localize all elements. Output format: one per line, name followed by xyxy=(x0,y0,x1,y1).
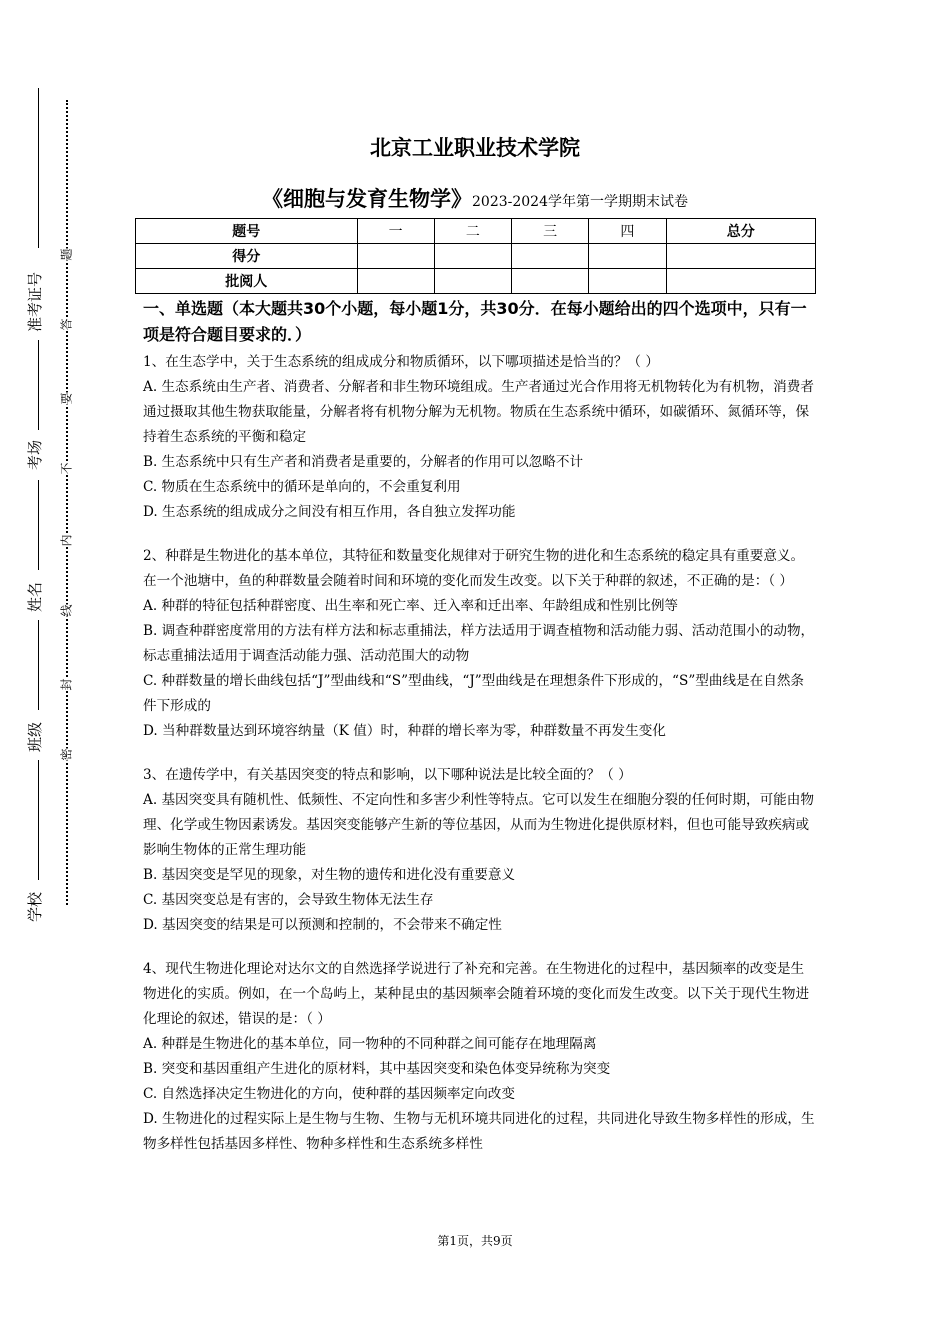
line-school xyxy=(38,760,39,880)
option-d: D. 当种群数量达到环境容纳量（K 值）时，种群的增长率为零，种群数量不再发生变化 xyxy=(143,723,666,739)
option-a: A. 生态系统由生产者、消费者、分解者和非生物环境组成。生产者通过光合作用将无机物转化为有机物，消费者通过摄取其他生物获取能量，分解者将有机物分解为无机物。物质在生态系统中循环，如碳循环、氮循环等，保持着生态系统的平衡和稳定 xyxy=(143,379,814,445)
score-table xyxy=(135,218,816,294)
score-header-cell: 总分 xyxy=(666,219,815,244)
option-d: D. 生物进化的过程实际上是生物与生物、生物与无机环境共同进化的过程，共同进化导致生物多样性的形成，生物多样性包括基因多样性、物种多样性和生态系统多样性 xyxy=(143,1111,815,1152)
label-class: 班级 xyxy=(26,721,44,752)
score-header-cell: 四 xyxy=(589,219,666,244)
option-b: B. 基因突变是罕见的现象，对生物的遗传和进化没有重要意义 xyxy=(143,867,516,883)
question-content xyxy=(143,296,815,1176)
seal-word: 密 xyxy=(56,748,77,760)
score-cell xyxy=(512,269,589,294)
score-cell xyxy=(512,244,589,269)
seal-word: 封 xyxy=(56,678,77,690)
exam-title xyxy=(0,183,950,213)
score-cell xyxy=(666,244,815,269)
institution-title: 北京工业职业技术学院 xyxy=(370,136,580,160)
question xyxy=(143,544,815,744)
option-b: B. 突变和基因重组产生进化的原材料，其中基因突变和染色体变异统称为突变 xyxy=(143,1061,611,1077)
question xyxy=(143,763,815,938)
score-header-cell: 三 xyxy=(512,219,589,244)
score-row-label: 得分 xyxy=(136,244,358,269)
line-exam-id xyxy=(38,88,39,248)
option-c: C. 基因突变总是有害的，会导致生物体无法生存 xyxy=(143,892,434,908)
score-cell xyxy=(434,244,511,269)
score-cell xyxy=(589,269,666,294)
score-cell xyxy=(357,269,434,294)
seal-word: 要 xyxy=(56,392,77,404)
page-footer: 第1页，共9页 xyxy=(437,1234,513,1248)
question-stem: 1、在生态学中，关于生态系统的组成成分和物质循环，以下哪项描述是恰当的？（ ） xyxy=(143,354,659,370)
score-header-cell: 一 xyxy=(357,219,434,244)
score-cell xyxy=(589,244,666,269)
score-row-label: 批阅人 xyxy=(136,269,358,294)
question xyxy=(143,350,815,525)
question xyxy=(143,957,815,1157)
course-name: 《细胞与发育生物学》 xyxy=(262,187,472,211)
score-header-cell: 题号 xyxy=(136,219,358,244)
option-c: C. 种群数量的增长曲线包括“J”型曲线和“S”型曲线，“J”型曲线是在理想条件下形成的，“S”型曲线是在自然条件下形成的 xyxy=(143,673,805,714)
option-b: B. 调查种群密度常用的方法有样方法和标志重捕法，样方法适用于调查植物和活动能力弱、活动范围小的动物，标志重捕法适用于调查活动能力强、活动范围大的动物 xyxy=(143,623,815,664)
seal-dotted-line xyxy=(66,100,68,905)
term-info: 2023-2024学年第一学期期末试卷 xyxy=(472,194,688,210)
option-d: D. 生态系统的组成成分之间没有相互作用，各自独立发挥功能 xyxy=(143,504,516,520)
score-cell xyxy=(666,269,815,294)
seal-word: 线 xyxy=(56,604,77,616)
seal-word: 内 xyxy=(56,534,77,546)
line-room xyxy=(38,340,39,430)
score-cell xyxy=(357,244,434,269)
score-cell xyxy=(434,269,511,294)
line-name xyxy=(38,480,39,570)
reviewer-row xyxy=(136,269,816,294)
option-c: C. 物质在生态系统中的循环是单向的，不会重复利用 xyxy=(143,479,461,495)
question-stem: 4、现代生物进化理论对达尔文的自然选择学说进行了补充和完善。在生物进化的过程中，基因频率的改变是生物进化的实质。例如，在一个岛屿上，某种昆虫的基因频率会随着环境的变化而发生改变。以下关于现代生物进化理论的叙述，错误的是：（ ） xyxy=(143,961,810,1027)
score-header-row xyxy=(136,219,816,244)
score-header-cell: 二 xyxy=(434,219,511,244)
option-a: A. 种群是生物进化的基本单位，同一物种的不同种群之间可能存在地理隔离 xyxy=(143,1036,597,1052)
label-name: 姓名 xyxy=(26,581,44,612)
section-heading: 一、单选题（本大题共30个小题，每小题1分，共30分．在每小题给出的四个选项中，只有一项是符合题目要求的．） xyxy=(143,299,807,344)
label-room: 考场 xyxy=(26,439,44,470)
option-d: D. 基因突变的结果是可以预测和控制的，不会带来不确定性 xyxy=(143,917,502,933)
question-stem: 3、在遗传学中，有关基因突变的特点和影响，以下哪种说法是比较全面的？（ ） xyxy=(143,767,632,783)
line-class xyxy=(38,620,39,710)
label-exam-id: 准考证号 xyxy=(26,271,44,332)
option-a: A. 种群的特征包括种群密度、出生率和死亡率、迁入率和迁出率、年龄组成和性别比例等 xyxy=(143,598,679,614)
seal-word: 答 xyxy=(56,318,77,330)
score-row xyxy=(136,244,816,269)
question-stem: 2、种群是生物进化的基本单位，其特征和数量变化规律对于研究生物的进化和生态系统的稳定具有重要意义。在一个池塘中，鱼的种群数量会随着时间和环境的变化而发生改变。以下关于种群的叙述，不正确的是：（ ） xyxy=(143,548,805,589)
seal-word: 不 xyxy=(56,462,77,474)
option-a: A. 基因突变具有随机性、低频性、不定向性和多害少利性等特点。它可以发生在细胞分裂的任何时期，可能由物理、化学或生物因素诱发。基因突变能够产生新的等位基因，从而为生物进化提供原材料，但也可能导致疾病或影响生物体的正常生理功能 xyxy=(143,792,814,858)
option-b: B. 生态系统中只有生产者和消费者是重要的，分解者的作用可以忽略不计 xyxy=(143,454,584,470)
label-school: 学校 xyxy=(26,891,44,922)
option-c: C. 自然选择决定生物进化的方向，使种群的基因频率定向改变 xyxy=(143,1086,515,1102)
seal-word: 题 xyxy=(56,248,77,260)
